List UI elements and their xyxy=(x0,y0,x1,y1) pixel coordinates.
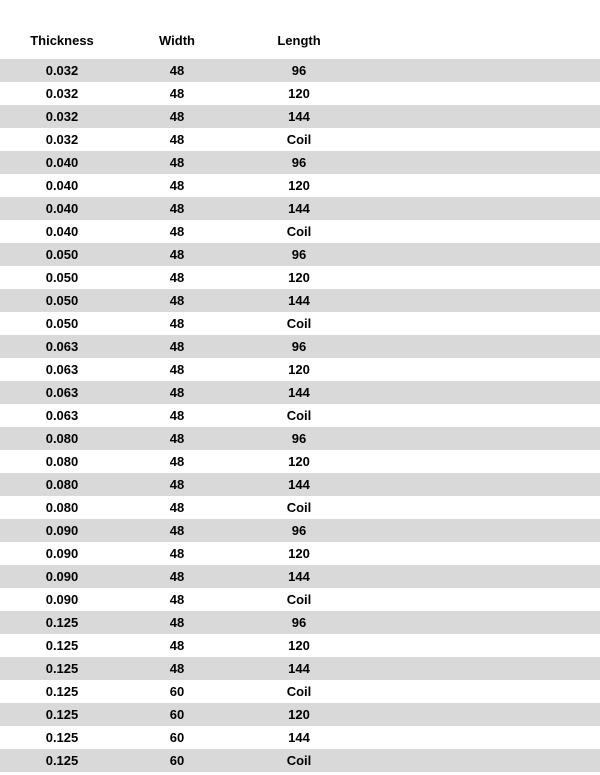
table-row xyxy=(0,680,600,703)
table-row xyxy=(0,358,600,381)
table-row xyxy=(0,565,600,588)
cell-length: Coil xyxy=(286,684,312,699)
cell-thickness: 0.080 xyxy=(45,454,79,469)
cell-width: 48 xyxy=(169,224,185,239)
table-row xyxy=(0,611,600,634)
cell-thickness: 0.080 xyxy=(45,431,79,446)
table-row xyxy=(0,657,600,680)
cell-thickness: 0.063 xyxy=(45,385,79,400)
cell-width: 48 xyxy=(169,362,185,377)
table-row xyxy=(0,266,600,289)
table-row xyxy=(0,128,600,151)
cell-width: 48 xyxy=(169,638,185,653)
table-row xyxy=(0,151,600,174)
cell-thickness: 0.040 xyxy=(45,201,79,216)
cell-width: 48 xyxy=(169,132,185,147)
cell-thickness: 0.063 xyxy=(45,339,79,354)
cell-length: 96 xyxy=(291,615,307,630)
cell-width: 48 xyxy=(169,431,185,446)
cell-length: 144 xyxy=(288,661,310,676)
table-row xyxy=(0,243,600,266)
cell-width: 60 xyxy=(169,730,185,745)
cell-width: 48 xyxy=(169,546,185,561)
table-row xyxy=(0,450,600,473)
cell-width: 60 xyxy=(169,707,185,722)
cell-length: Coil xyxy=(286,316,312,331)
header-length: Length xyxy=(277,32,321,48)
table-body xyxy=(0,59,600,772)
cell-thickness: 0.040 xyxy=(45,224,79,239)
cell-length: 120 xyxy=(288,546,310,561)
cell-width: 48 xyxy=(169,661,185,676)
table-header xyxy=(0,28,600,52)
cell-length: 96 xyxy=(291,63,307,78)
cell-length: 120 xyxy=(288,638,310,653)
table-row xyxy=(0,427,600,450)
table-row xyxy=(0,59,600,82)
cell-thickness: 0.050 xyxy=(45,293,79,308)
cell-thickness: 0.032 xyxy=(45,63,79,78)
cell-width: 48 xyxy=(169,86,185,101)
cell-thickness: 0.032 xyxy=(45,86,79,101)
cell-thickness: 0.090 xyxy=(45,546,79,561)
cell-length: 96 xyxy=(291,431,307,446)
cell-thickness: 0.050 xyxy=(45,316,79,331)
cell-thickness: 0.090 xyxy=(45,592,79,607)
cell-thickness: 0.050 xyxy=(45,270,79,285)
cell-width: 48 xyxy=(169,270,185,285)
cell-length: 120 xyxy=(288,362,310,377)
cell-width: 48 xyxy=(169,63,185,78)
table-row xyxy=(0,381,600,404)
cell-thickness: 0.125 xyxy=(45,638,79,653)
table-row xyxy=(0,197,600,220)
cell-thickness: 0.125 xyxy=(45,730,79,745)
cell-width: 48 xyxy=(169,201,185,216)
cell-width: 48 xyxy=(169,155,185,170)
table-row xyxy=(0,634,600,657)
cell-length: 144 xyxy=(288,477,310,492)
table-row xyxy=(0,82,600,105)
table-row xyxy=(0,749,600,772)
cell-width: 48 xyxy=(169,178,185,193)
cell-thickness: 0.032 xyxy=(45,109,79,124)
table-row xyxy=(0,289,600,312)
cell-length: 144 xyxy=(288,201,310,216)
cell-width: 48 xyxy=(169,316,185,331)
cell-width: 48 xyxy=(169,385,185,400)
cell-width: 60 xyxy=(169,684,185,699)
cell-thickness: 0.125 xyxy=(45,753,79,768)
cell-thickness: 0.125 xyxy=(45,684,79,699)
table-row xyxy=(0,335,600,358)
cell-length: 96 xyxy=(291,247,307,262)
header-width: Width xyxy=(159,32,195,48)
table-row xyxy=(0,703,600,726)
cell-length: Coil xyxy=(286,224,312,239)
cell-length: 120 xyxy=(288,707,310,722)
table-row xyxy=(0,174,600,197)
cell-length: Coil xyxy=(286,592,312,607)
table-row xyxy=(0,519,600,542)
cell-thickness: 0.090 xyxy=(45,569,79,584)
cell-length: 144 xyxy=(288,569,310,584)
table-row xyxy=(0,404,600,427)
cell-thickness: 0.080 xyxy=(45,500,79,515)
cell-thickness: 0.063 xyxy=(45,408,79,423)
cell-length: 144 xyxy=(288,730,310,745)
cell-width: 48 xyxy=(169,408,185,423)
table-row xyxy=(0,588,600,611)
cell-thickness: 0.040 xyxy=(45,178,79,193)
table-row xyxy=(0,496,600,519)
cell-thickness: 0.040 xyxy=(45,155,79,170)
cell-length: 120 xyxy=(288,270,310,285)
cell-width: 60 xyxy=(169,753,185,768)
cell-width: 48 xyxy=(169,500,185,515)
table-row xyxy=(0,473,600,496)
cell-thickness: 0.125 xyxy=(45,615,79,630)
cell-width: 48 xyxy=(169,454,185,469)
cell-thickness: 0.090 xyxy=(45,523,79,538)
table-row xyxy=(0,312,600,335)
cell-length: 120 xyxy=(288,454,310,469)
cell-length: Coil xyxy=(286,500,312,515)
table-row xyxy=(0,726,600,749)
cell-thickness: 0.125 xyxy=(45,707,79,722)
cell-width: 48 xyxy=(169,615,185,630)
cell-width: 48 xyxy=(169,477,185,492)
cell-thickness: 0.063 xyxy=(45,362,79,377)
table-row xyxy=(0,220,600,243)
cell-length: 120 xyxy=(288,178,310,193)
cell-width: 48 xyxy=(169,523,185,538)
cell-thickness: 0.050 xyxy=(45,247,79,262)
table-row xyxy=(0,542,600,565)
cell-width: 48 xyxy=(169,293,185,308)
cell-width: 48 xyxy=(169,339,185,354)
cell-length: 96 xyxy=(291,339,307,354)
cell-width: 48 xyxy=(169,592,185,607)
cell-length: 120 xyxy=(288,86,310,101)
cell-length: 96 xyxy=(291,523,307,538)
cell-length: Coil xyxy=(286,753,312,768)
cell-length: 144 xyxy=(288,385,310,400)
cell-width: 48 xyxy=(169,109,185,124)
cell-length: 96 xyxy=(291,155,307,170)
cell-thickness: 0.080 xyxy=(45,477,79,492)
cell-thickness: 0.125 xyxy=(45,661,79,676)
cell-thickness: 0.032 xyxy=(45,132,79,147)
cell-length: 144 xyxy=(288,293,310,308)
table-row xyxy=(0,105,600,128)
header-thickness: Thickness xyxy=(30,32,94,48)
cell-width: 48 xyxy=(169,247,185,262)
cell-length: Coil xyxy=(286,408,312,423)
cell-length: Coil xyxy=(286,132,312,147)
cell-width: 48 xyxy=(169,569,185,584)
cell-length: 144 xyxy=(288,109,310,124)
